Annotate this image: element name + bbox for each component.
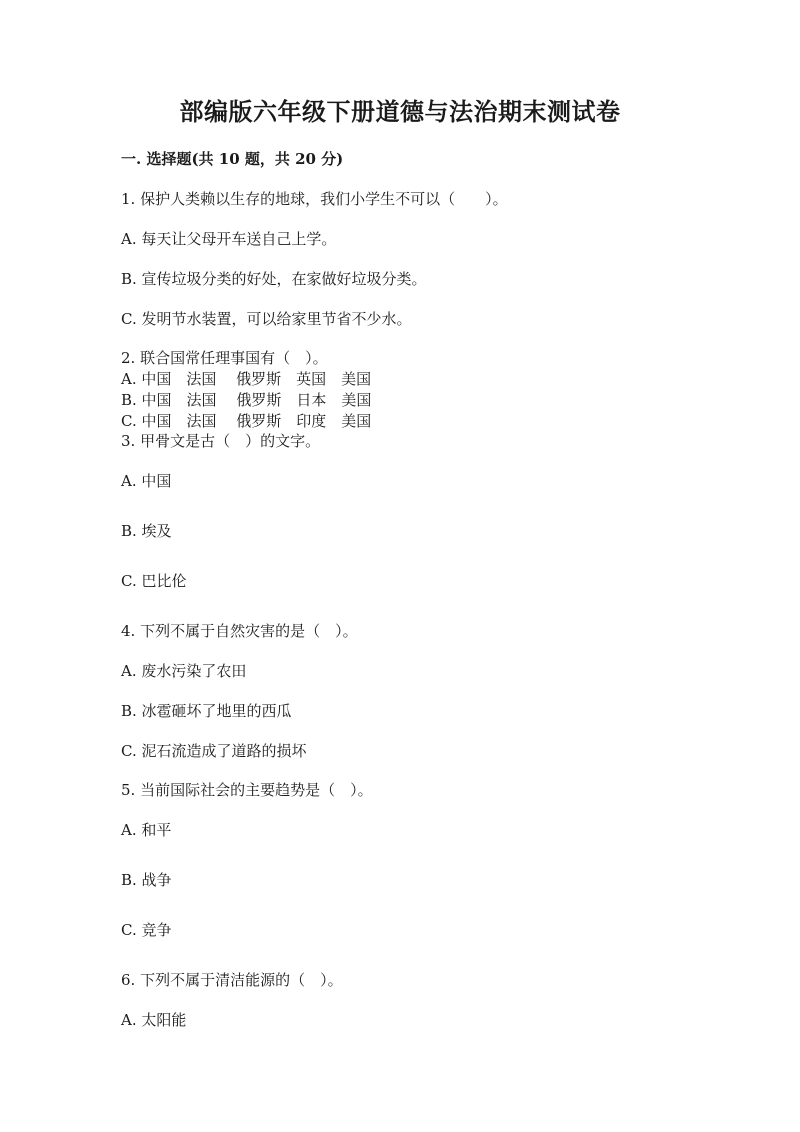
question-1-option-b: B. 宣传垃圾分类的好处，在家做好垃圾分类。 <box>121 270 427 288</box>
question-2-stem: 2. 联合国常任理事国有（ ）。 <box>121 349 328 367</box>
question-4-option-c: C. 泥石流造成了道路的损坏 <box>121 742 307 760</box>
question-5-stem: 5. 当前国际社会的主要趋势是（ ）。 <box>121 781 373 799</box>
question-2-option-b: B. 中国 法国 俄罗斯 日本 美国 <box>121 391 372 409</box>
question-4-option-b: B. 冰雹砸坏了地里的西瓜 <box>121 702 292 720</box>
question-3-option-a: A. 中国 <box>121 472 172 490</box>
page-title: 部编版六年级下册道德与法治期末测试卷 <box>179 97 621 126</box>
question-5-option-a: A. 和平 <box>121 821 172 839</box>
question-1-option-a: A. 每天让父母开车送自己上学。 <box>121 230 337 248</box>
question-1-stem: 1. 保护人类赖以生存的地球，我们小学生不可以（ ）。 <box>121 190 508 208</box>
question-4-stem: 4. 下列不属于自然灾害的是（ ）。 <box>121 622 358 640</box>
question-2-option-a: A. 中国 法国 俄罗斯 英国 美国 <box>121 370 372 388</box>
question-4-option-a: A. 废水污染了农田 <box>121 662 247 680</box>
question-5-option-c: C. 竞争 <box>121 921 172 939</box>
question-3-option-b: B. 埃及 <box>121 522 172 540</box>
question-6-stem: 6. 下列不属于清洁能源的（ ）。 <box>121 971 343 989</box>
question-3-option-c: C. 巴比伦 <box>121 572 187 590</box>
question-3-stem: 3. 甲骨文是古（ ）的文字。 <box>121 432 321 450</box>
question-2-option-c: C. 中国 法国 俄罗斯 印度 美国 <box>121 412 372 430</box>
question-6-option-a: A. 太阳能 <box>121 1011 187 1029</box>
question-5-option-b: B. 战争 <box>121 871 172 889</box>
section-heading: 一. 选择题(共 10 题，共 20 分) <box>121 150 344 168</box>
question-1-option-c: C. 发明节水装置，可以给家里节省不少水。 <box>121 310 412 328</box>
